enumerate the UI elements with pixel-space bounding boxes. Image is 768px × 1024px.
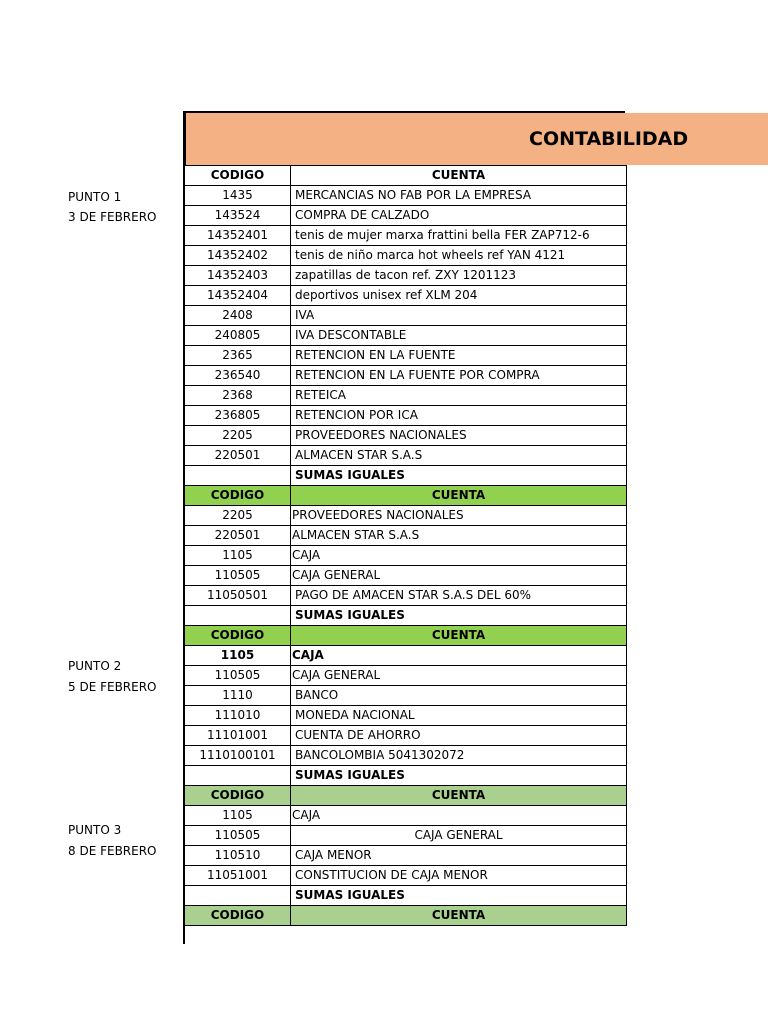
code-cell[interactable]: 1105 — [185, 646, 291, 666]
code-cell[interactable]: 14352401 — [185, 226, 291, 246]
code-cell[interactable]: CODIGO — [185, 166, 291, 186]
code-cell[interactable]: 220501 — [185, 446, 291, 466]
code-cell[interactable]: 2368 — [185, 386, 291, 406]
account-cell[interactable]: PROVEEDORES NACIONALES — [291, 506, 627, 526]
table-row — [185, 586, 627, 606]
entry-label: 3 DE FEBRERO — [68, 210, 157, 224]
account-cell[interactable]: RETEICA — [291, 386, 627, 406]
table-row — [185, 306, 627, 326]
entry-label: 8 DE FEBRERO — [68, 844, 157, 858]
account-cell[interactable]: CUENTA — [291, 166, 627, 186]
account-cell[interactable]: IVA DESCONTABLE — [291, 326, 627, 346]
table-row — [185, 406, 627, 426]
account-cell[interactable]: tenis de niño marca hot wheels ref YAN 4121 — [291, 246, 627, 266]
table-row — [185, 866, 627, 886]
account-cell[interactable]: ALMACEN STAR S.A.S — [291, 446, 627, 466]
table-row — [185, 626, 627, 646]
table-row — [185, 706, 627, 726]
table-row — [185, 546, 627, 566]
table-row — [185, 846, 627, 866]
account-cell[interactable]: RETENCION EN LA FUENTE POR COMPRA — [291, 366, 627, 386]
entry-label: 5 DE FEBRERO — [68, 680, 157, 694]
account-cell[interactable]: ALMACEN STAR S.A.S — [291, 526, 627, 546]
account-cell[interactable]: COMPRA DE CALZADO — [291, 206, 627, 226]
account-cell[interactable]: CAJA GENERAL — [291, 826, 627, 846]
code-cell[interactable]: 2205 — [185, 426, 291, 446]
title-top-edge — [625, 111, 768, 113]
account-cell[interactable]: CAJA GENERAL — [291, 566, 627, 586]
account-cell[interactable]: PAGO DE AMACEN STAR S.A.S DEL 60% — [291, 586, 627, 606]
code-cell[interactable]: 2408 — [185, 306, 291, 326]
table-row — [185, 486, 627, 506]
table-row — [185, 666, 627, 686]
table-row — [185, 246, 627, 266]
table-row — [185, 206, 627, 226]
table-row — [185, 266, 627, 286]
account-cell[interactable]: CUENTA — [291, 786, 627, 806]
code-cell[interactable]: 2205 — [185, 506, 291, 526]
table-row — [185, 166, 627, 186]
title-banner — [184, 111, 768, 165]
table-row — [185, 606, 627, 626]
code-cell[interactable]: 143524 — [185, 206, 291, 226]
account-cell[interactable]: CAJA — [291, 646, 627, 666]
code-cell[interactable]: 1110100101 — [185, 746, 291, 766]
account-cell[interactable]: PROVEEDORES NACIONALES — [291, 426, 627, 446]
entry-label: PUNTO 2 — [68, 659, 122, 673]
code-cell[interactable]: CODIGO — [185, 626, 291, 646]
table-row — [185, 506, 627, 526]
ledger-table — [184, 165, 627, 926]
account-cell[interactable]: deportivos unisex ref XLM 204 — [291, 286, 627, 306]
code-cell[interactable]: 1105 — [185, 806, 291, 826]
code-cell[interactable]: 110505 — [185, 666, 291, 686]
table-row — [185, 686, 627, 706]
code-cell[interactable]: 11051001 — [185, 866, 291, 886]
table-row — [185, 446, 627, 466]
table-row — [185, 886, 627, 906]
account-cell[interactable]: CAJA — [291, 806, 627, 826]
table-row — [185, 186, 627, 206]
account-cell[interactable]: CAJA MENOR — [291, 846, 627, 866]
code-cell[interactable] — [185, 766, 291, 786]
code-cell[interactable]: CODIGO — [185, 906, 291, 926]
table-row — [185, 906, 627, 926]
account-cell[interactable]: SUMAS IGUALES — [291, 766, 627, 786]
code-cell[interactable] — [185, 606, 291, 626]
code-cell[interactable] — [185, 466, 291, 486]
table-row — [185, 466, 627, 486]
code-cell[interactable] — [185, 886, 291, 906]
code-cell[interactable]: 11050501 — [185, 586, 291, 606]
account-cell[interactable]: MONEDA NACIONAL — [291, 706, 627, 726]
code-cell[interactable]: CODIGO — [185, 486, 291, 506]
account-cell[interactable]: IVA — [291, 306, 627, 326]
account-cell[interactable]: SUMAS IGUALES — [291, 466, 627, 486]
account-cell[interactable]: CAJA GENERAL — [291, 666, 627, 686]
code-cell[interactable]: 111010 — [185, 706, 291, 726]
code-cell[interactable]: 236540 — [185, 366, 291, 386]
account-cell[interactable]: CONSTITUCION DE CAJA MENOR — [291, 866, 627, 886]
code-cell[interactable]: 11101001 — [185, 726, 291, 746]
account-cell[interactable]: CUENTA DE AHORRO — [291, 726, 627, 746]
table-row — [185, 326, 627, 346]
code-cell[interactable]: 236805 — [185, 406, 291, 426]
code-cell[interactable]: 14352403 — [185, 266, 291, 286]
table-row — [185, 786, 627, 806]
code-cell[interactable]: 110505 — [185, 826, 291, 846]
table-row — [185, 386, 627, 406]
table-row — [185, 346, 627, 366]
code-cell[interactable]: 240805 — [185, 326, 291, 346]
code-cell[interactable]: 110510 — [185, 846, 291, 866]
account-cell[interactable]: RETENCION POR ICA — [291, 406, 627, 426]
table-row — [185, 646, 627, 666]
code-cell[interactable]: 1105 — [185, 546, 291, 566]
table-row — [185, 806, 627, 826]
table-row — [185, 366, 627, 386]
account-cell[interactable]: MERCANCIAS NO FAB POR LA EMPRESA — [291, 186, 627, 206]
table-row — [185, 226, 627, 246]
code-cell[interactable]: 14352404 — [185, 286, 291, 306]
table-row — [185, 766, 627, 786]
code-cell[interactable]: 110505 — [185, 566, 291, 586]
table-row — [185, 426, 627, 446]
account-cell[interactable]: CAJA — [291, 546, 627, 566]
table-row — [185, 286, 627, 306]
account-cell[interactable]: SUMAS IGUALES — [291, 606, 627, 626]
entry-label: PUNTO 3 — [68, 823, 122, 837]
account-cell[interactable]: CUENTA — [291, 626, 627, 646]
account-cell[interactable]: RETENCION EN LA FUENTE — [291, 346, 627, 366]
code-cell[interactable]: 1110 — [185, 686, 291, 706]
table-row — [185, 526, 627, 546]
code-cell[interactable]: 1435 — [185, 186, 291, 206]
account-cell[interactable]: BANCOLOMBIA 5041302072 — [291, 746, 627, 766]
sheet-title: CONTABILIDAD — [529, 128, 689, 150]
account-cell[interactable]: SUMAS IGUALES — [291, 886, 627, 906]
account-cell[interactable]: zapatillas de tacon ref. ZXY 1201123 — [291, 266, 627, 286]
table-row — [185, 566, 627, 586]
account-cell[interactable]: BANCO — [291, 686, 627, 706]
table-row — [185, 726, 627, 746]
entry-label: PUNTO 1 — [68, 190, 122, 204]
account-cell[interactable]: tenis de mujer marxa frattini bella FER ZAP712-6 — [291, 226, 627, 246]
code-cell[interactable]: 2365 — [185, 346, 291, 366]
code-cell[interactable]: CODIGO — [185, 786, 291, 806]
account-cell[interactable]: CUENTA — [291, 906, 627, 926]
code-cell[interactable]: 14352402 — [185, 246, 291, 266]
code-cell[interactable]: 220501 — [185, 526, 291, 546]
table-row — [185, 826, 627, 846]
table-row — [185, 746, 627, 766]
account-cell[interactable]: CUENTA — [291, 486, 627, 506]
